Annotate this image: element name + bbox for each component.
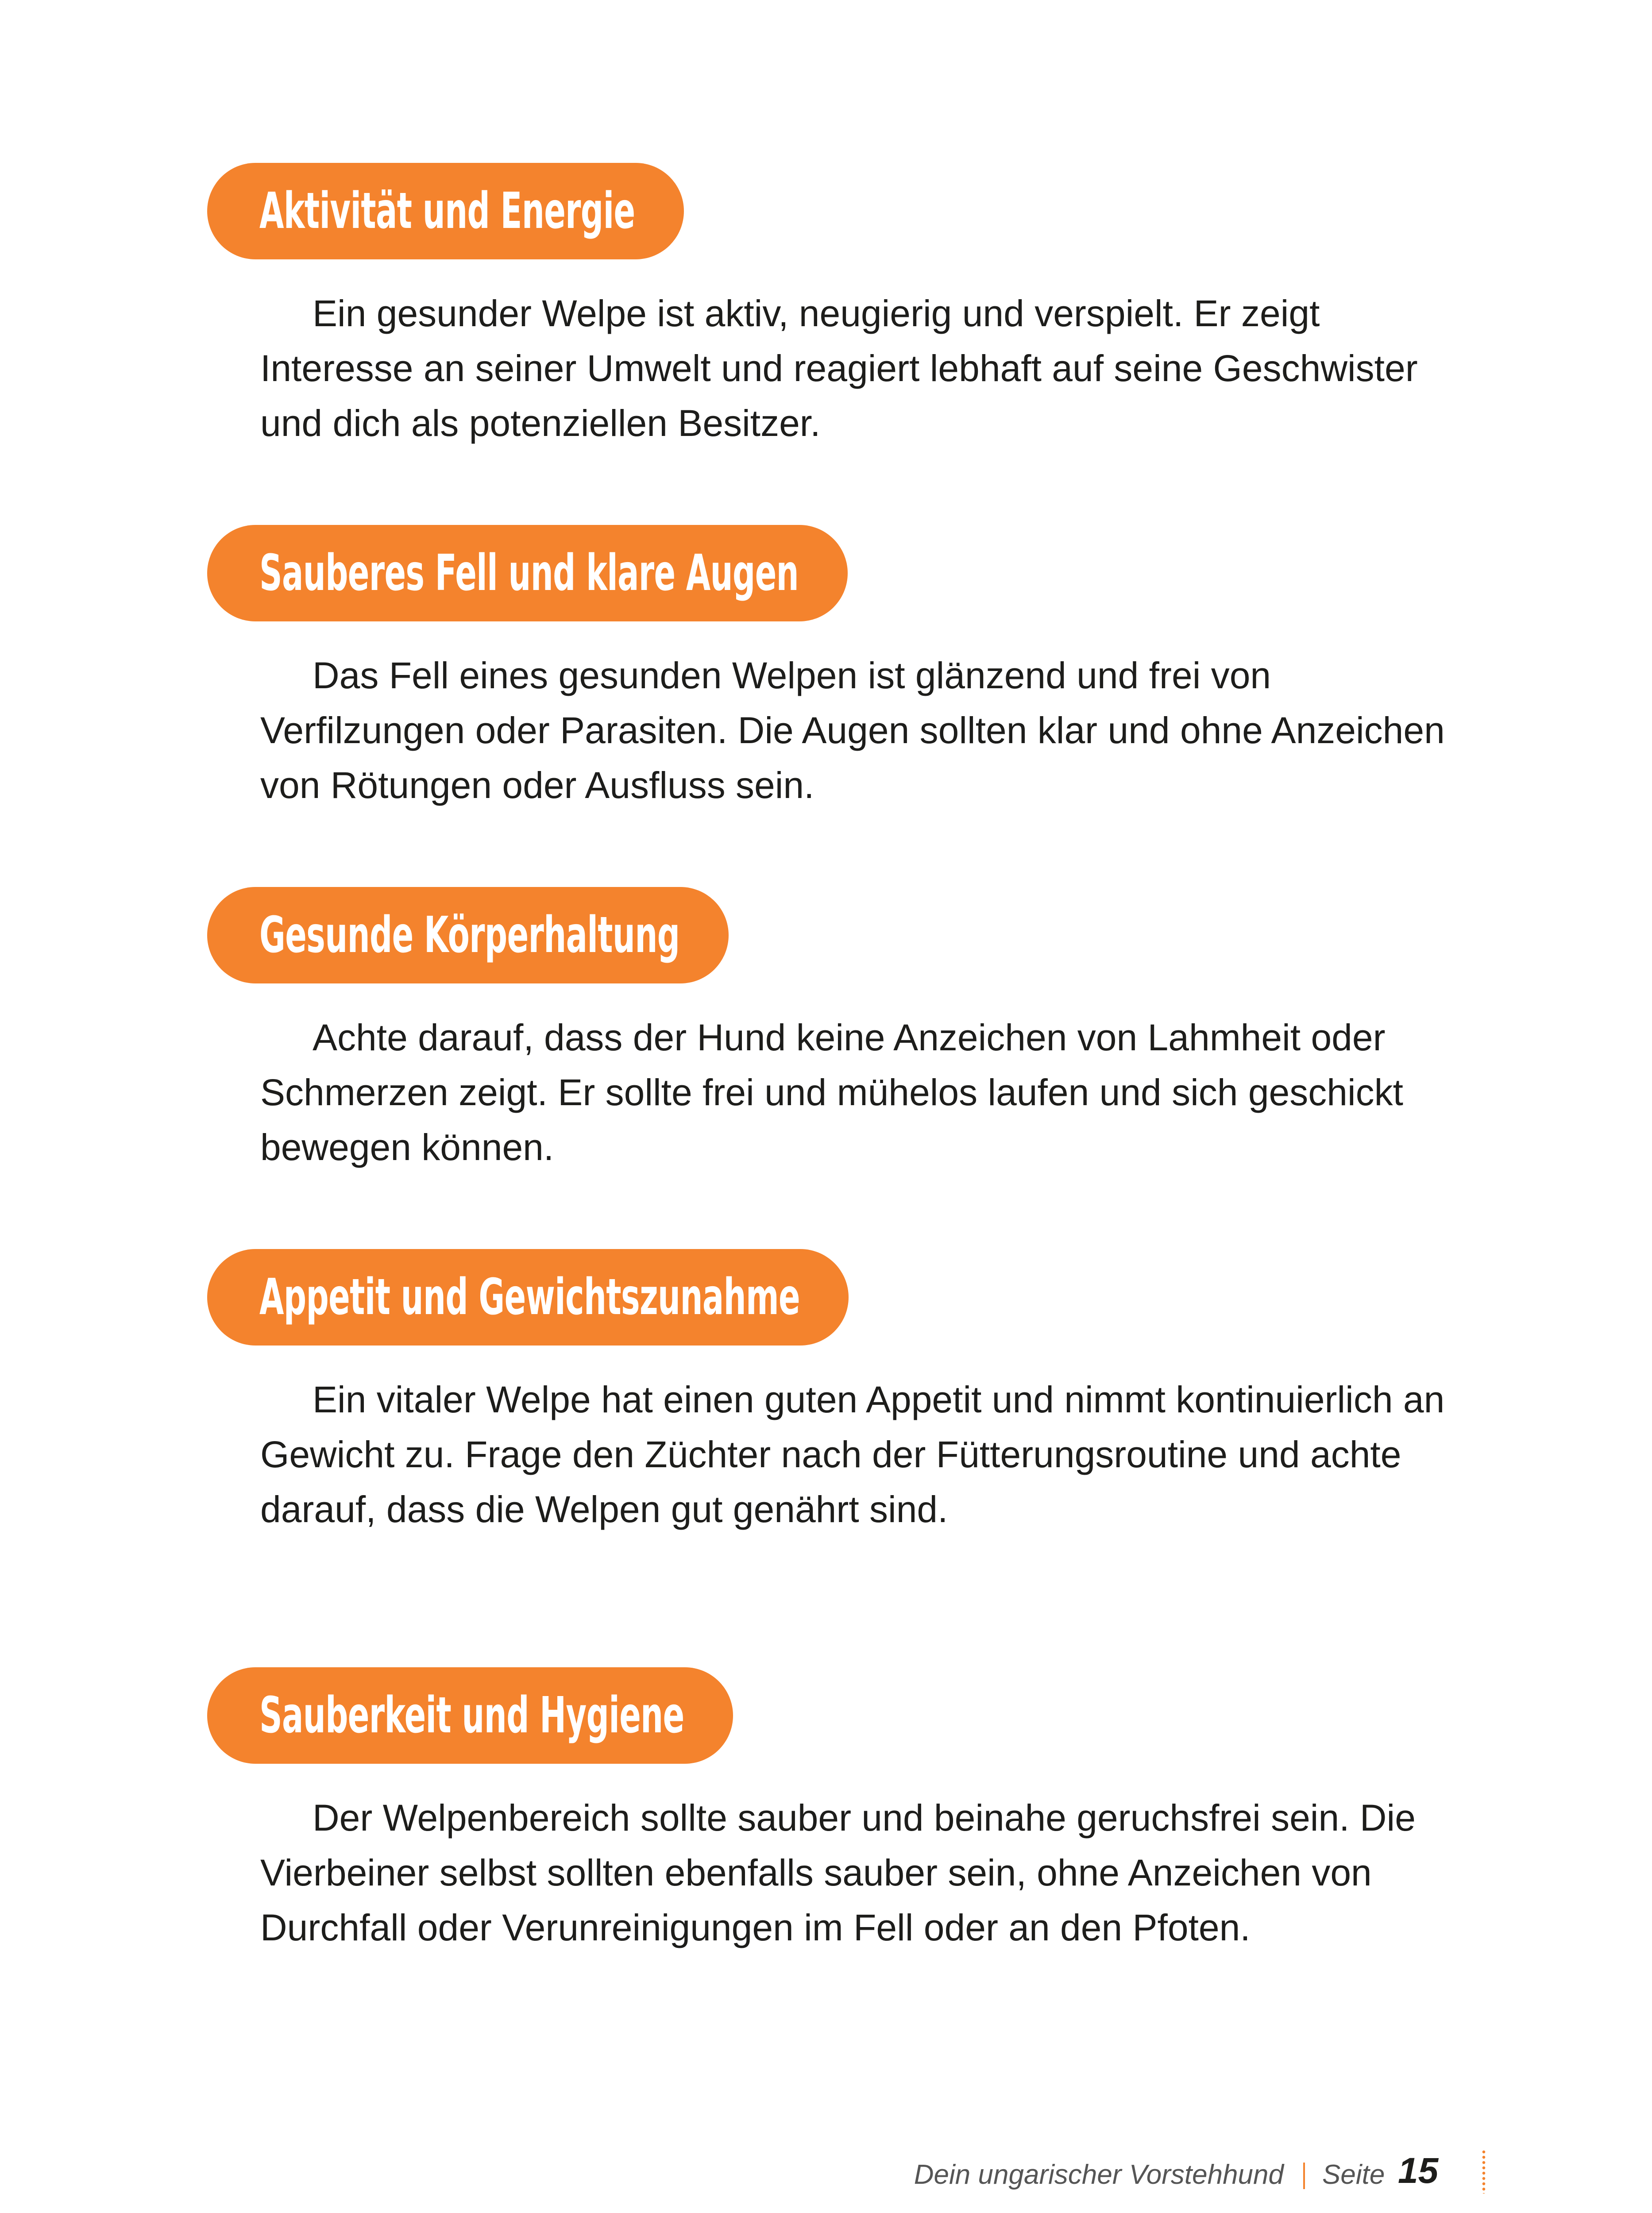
page-number: 15 (1398, 2151, 1439, 2191)
section-heading: Sauberes Fell und klare Augen (259, 544, 799, 602)
section-heading-pill (207, 525, 848, 621)
section-paragraph: Der Welpenbereich sollte sauber und beinahe geruchsfrei sein. Die Vierbeiner selbst sollten ebenfalls sauber sein, ohne Anzeichen von Durchfall oder Verunreinigungen im Fell oder an den Pfoten. (260, 1797, 1416, 1948)
page-footer (0, 2147, 1652, 2200)
section-paragraph: Ein gesunder Welpe ist aktiv, neugierig und verspielt. Er zeigt Interesse an seiner Umwelt und reagiert lebhaft auf seine Geschwister und dich als potenziellen Besitzer. (260, 293, 1418, 444)
footer-page-label: Seite (1322, 2159, 1385, 2190)
dotted-line-decoration (1482, 2149, 1486, 2194)
section-paragraph: Ein vitaler Welpe hat einen guten Appetit und nimmt kontinuierlich an Gewicht zu. Frage den Züchter nach der Fütterungsroutine und achte darauf, dass die Welpen gut genährt sind. (260, 1379, 1445, 1530)
section-paragraph: Achte darauf, dass der Hund keine Anzeichen von Lahmheit oder Schmerzen zeigt. Er sollte frei und mühelos laufen und sich geschickt bewegen können. (260, 1017, 1403, 1168)
footer-book-title: Dein ungarischer Vorstehhund (914, 2159, 1284, 2190)
section-heading: Aktivität und Energie (259, 182, 635, 240)
section-heading: Sauberkeit und Hygiene (259, 1687, 684, 1744)
section-heading: Appetit und Gewichtszunahme (259, 1268, 800, 1326)
section-heading: Gesunde Körperhaltung (259, 906, 680, 964)
section-heading-pill (207, 887, 729, 983)
section-heading-pill (207, 1667, 733, 1764)
section-heading-pill (207, 163, 684, 259)
section-heading-pill (207, 1249, 849, 1346)
section-paragraph: Das Fell eines gesunden Welpen ist glänzend und frei von Verfilzungen oder Parasiten. Die Augen sollten klar und ohne Anzeichen von Rötungen oder Ausfluss sein. (260, 655, 1445, 806)
footer-separator (1303, 2163, 1305, 2189)
